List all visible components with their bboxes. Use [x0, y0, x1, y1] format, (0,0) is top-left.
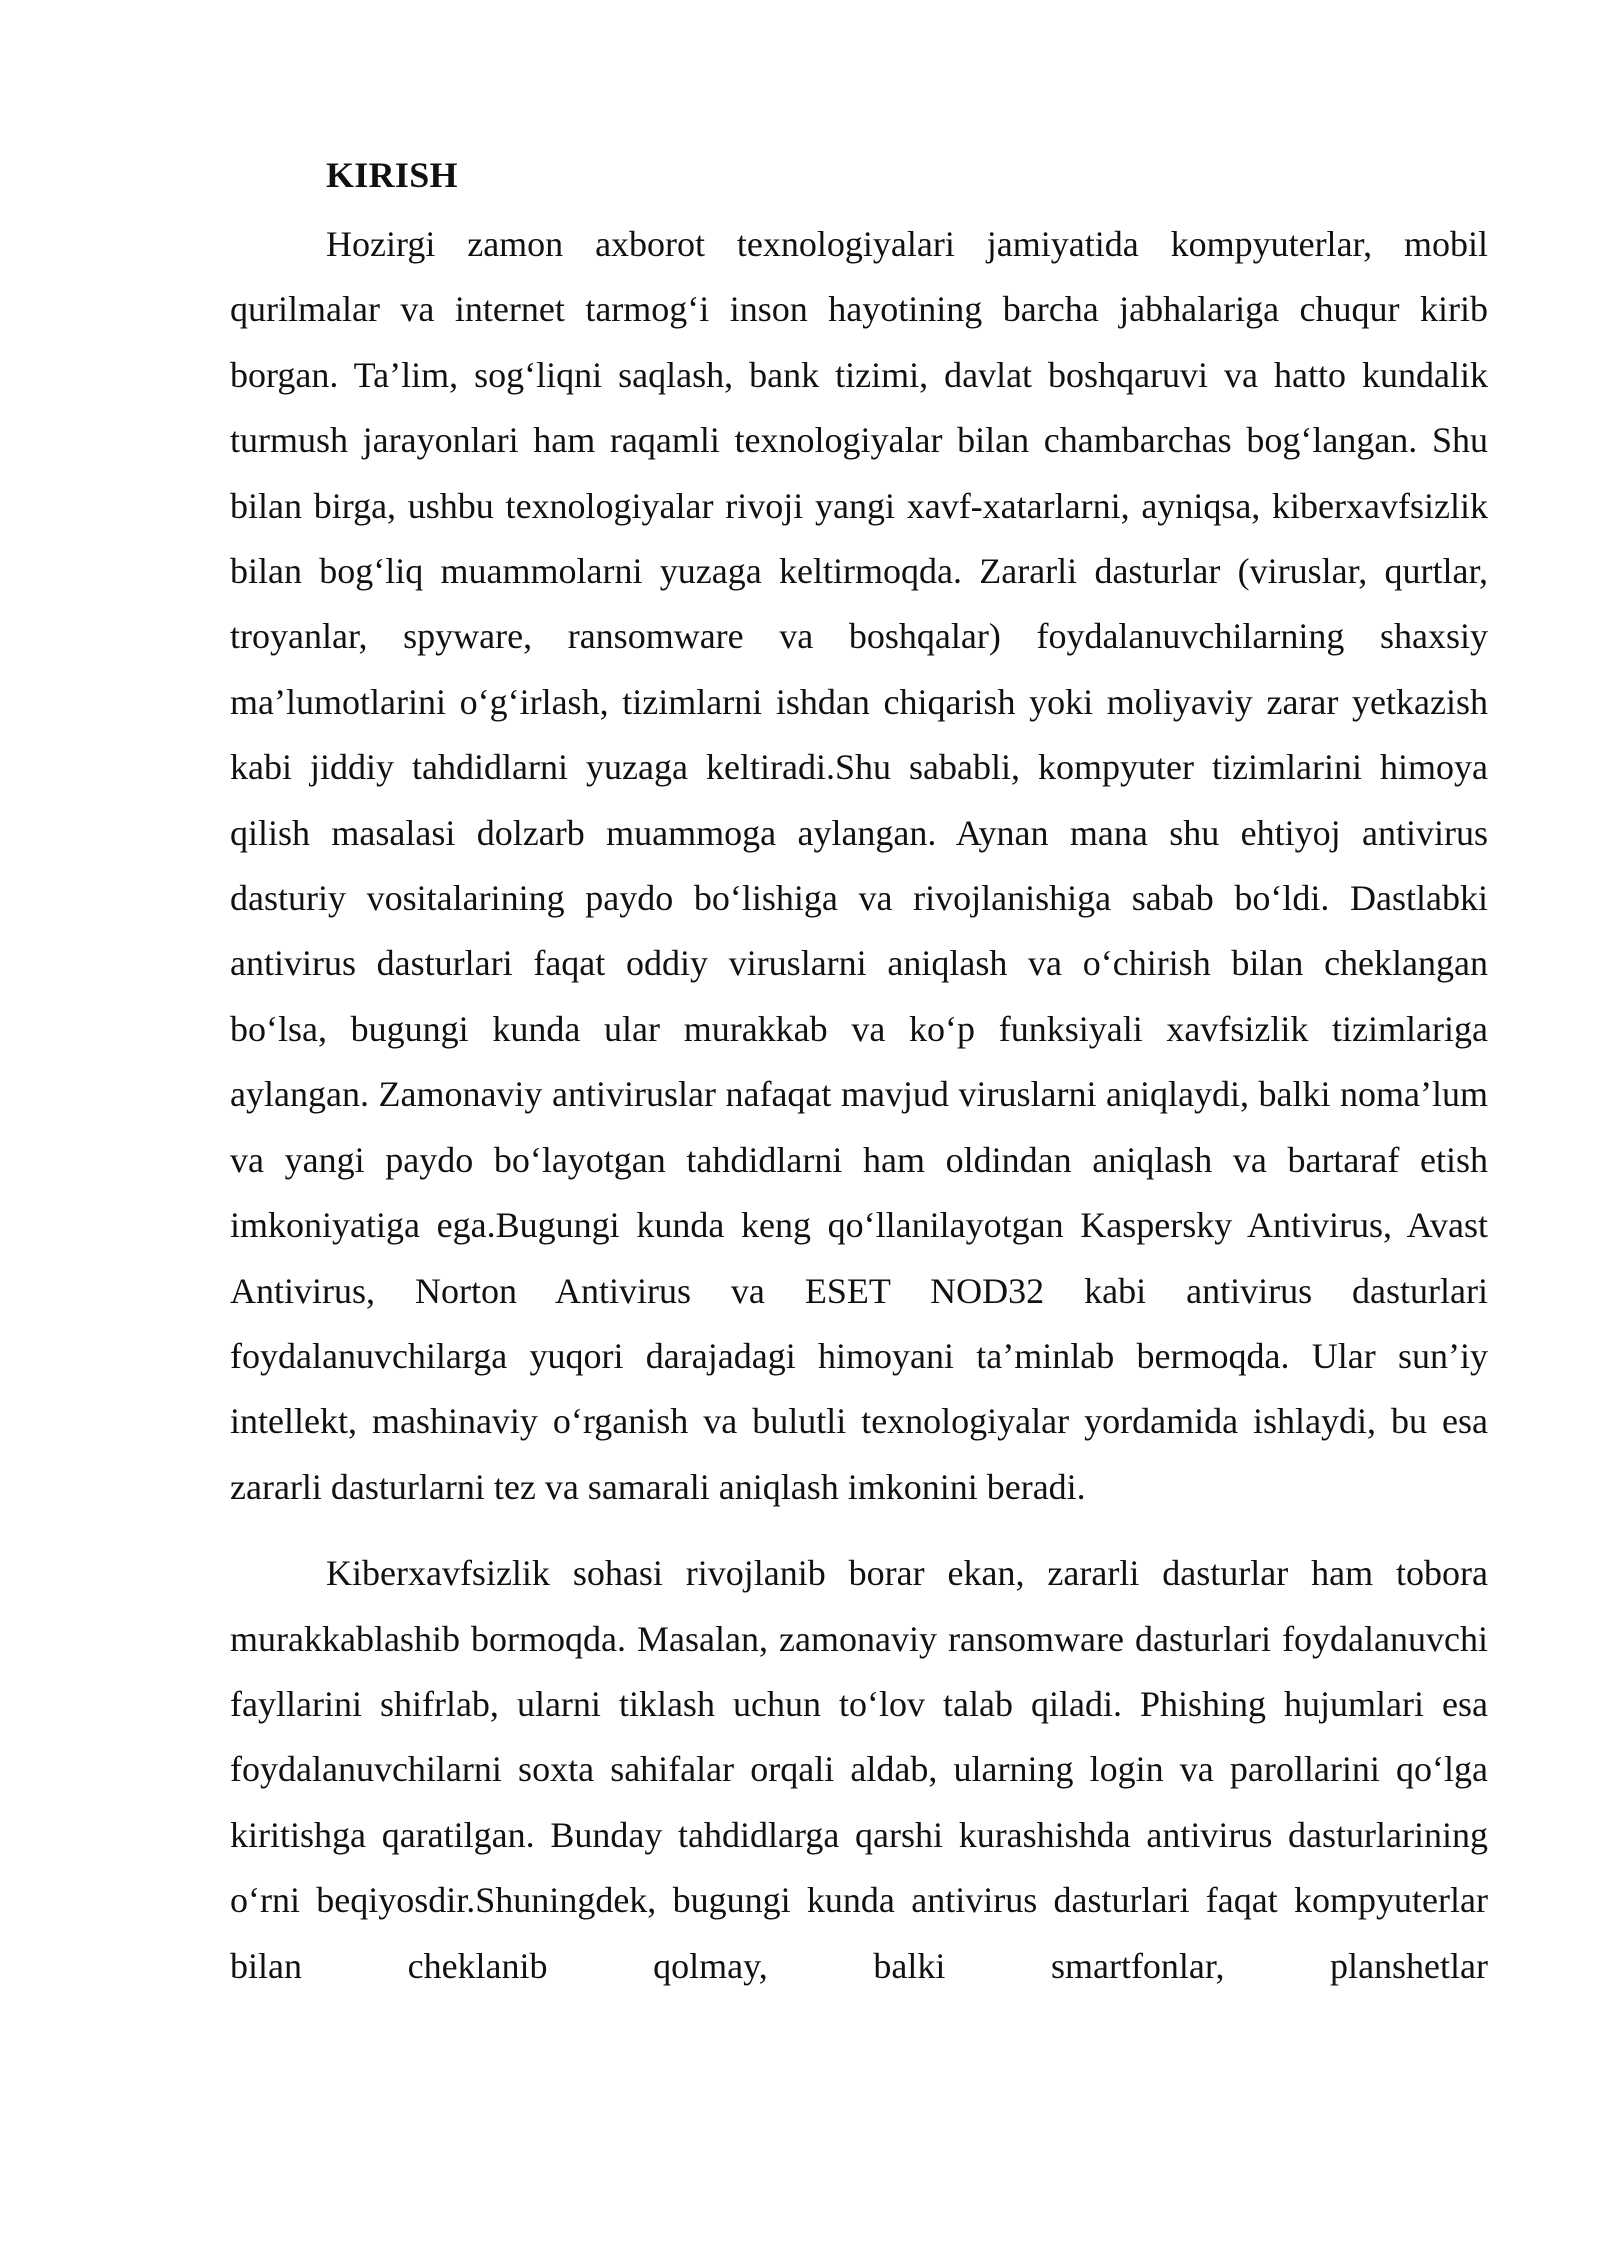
section-heading: KIRISH: [326, 155, 458, 195]
paragraph-1: Hozirgi zamon axborot texnologiyalari jamiyatida kompyuterlar, mobil qurilmalar va internet tarmog‘i inson hayotining barcha jabhalariga chuqur kirib borgan. Ta’lim, sog‘liqni saqlash, bank tizimi, davlat boshqaruvi va hatto kundalik turmush jarayonlari ham raqamli texnologiyalar bilan chambarchas bog‘langan. Shu bilan birga, ushbu texnologiyalar rivoji yangi xavf-xatarlarni, ayniqsa, kiberxavfsizlik bilan bog‘liq muammolarni yuzaga keltirmoqda. Zararli dasturlar (viruslar, qurtlar, troyanlar, spyware, ransomware va boshqalar) foydalanuvchilarning shaxsiy ma’lumotlarini o‘g‘irlash, tizimlarni ishdan chiqarish yoki moliyaviy zarar yetkazish kabi jiddiy tahdidlarni yuzaga keltiradi.Shu sababli, kompyuter tizimlarini himoya qilish masalasi dolzarb muammoga aylangan. Aynan mana shu ehtiyoj antivirus dasturiy vositalarining paydo bo‘lishiga va rivojlanishiga sabab bo‘ldi. Dastlabki antivirus dasturlari faqat oddiy viruslarni aniqlash va o‘chirish bilan cheklangan bo‘lsa, bugungi kunda ular murakkab va ko‘p funksiyali xavfsizlik tizimlariga aylangan. Zamonaviy antiviruslar nafaqat mavjud viruslarni aniqlaydi, balki noma’lum va yangi paydo bo‘layotgan tahdidlarni ham oldindan aniqlash va bartaraf etish imkoniyatiga ega.Bugungi kunda keng qo‘llanilayotgan Kaspersky Antivirus, Avast Antivirus, Norton Antivirus va ESET NOD32 kabi antivirus dasturlari foydalanuvchilarga yuqori darajadagi himoyani ta’minlab bermoqda. Ular sun’iy intellekt, mashinaviy o‘rganish va bulutli texnologiyalar yordamida ishlaydi, bu esa zararli dasturlarni tez va samarali aniqlash imkonini beradi.: [230, 224, 1488, 1507]
document-body: [230, 150, 1488, 1999]
paragraph-2: Kiberxavfsizlik sohasi rivojlanib borar ekan, zararli dasturlar ham tobora murakkablashib bormoqda. Masalan, zamonaviy ransomware dasturlari foydalanuvchi fayllarini shifrlab, ularni tiklash uchun to‘lov talab qiladi. Phishing hujumlari esa foydalanuvchilarni soxta sahifalar orqali aldab, ularning login va parollarini qo‘lga kiritishga qaratilgan. Bunday tahdidlarga qarshi kurashishda antivirus dasturlarining o‘rni beqiyosdir.Shuningdek, bugungi kunda antivirus dasturlari faqat kompyuterlar bilan cheklanib qolmay, balki smartfonlar, planshetlar: [230, 1553, 1488, 1986]
